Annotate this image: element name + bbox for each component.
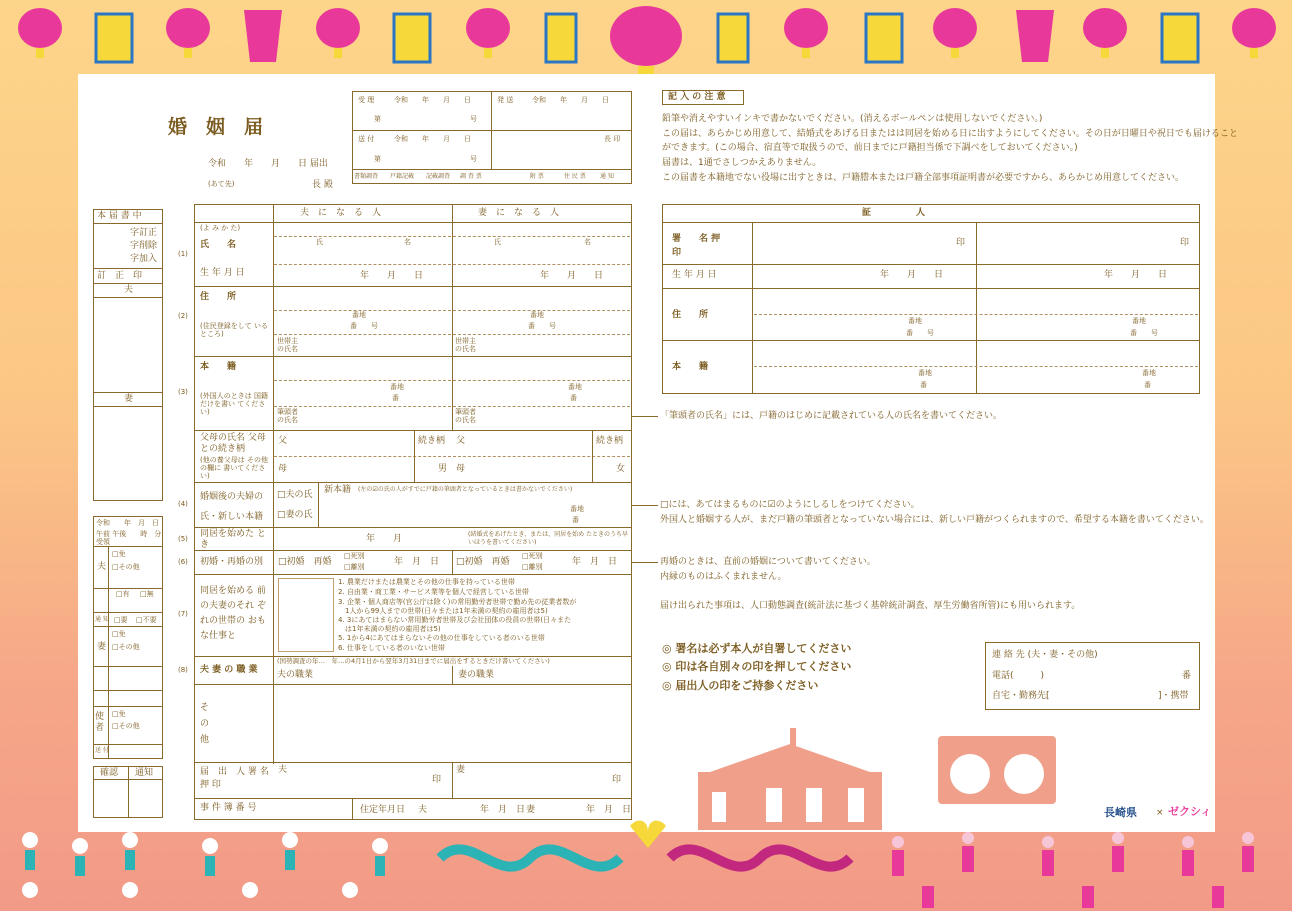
husband-setai: 世帯主 の氏名	[277, 337, 298, 353]
note-line-1: 鉛筆や消えやすいインキで書かないでください。(消えるボールペンは使用しないでください。)	[662, 114, 1043, 124]
husband-uji: 氏	[316, 238, 323, 246]
note-line-4: 届書は、1通でさしつかえありません。	[662, 158, 822, 168]
dancers-left	[0, 700, 430, 911]
shimei-label: 氏 名	[200, 240, 237, 250]
witness-1-honseki-ban: 番	[920, 381, 927, 389]
section-num-7: (7)	[178, 610, 188, 618]
section-num-6: (6)	[178, 558, 188, 566]
contact-ban: 番	[1182, 671, 1192, 681]
annotation-hittou: 「筆頭者の氏名」には、戸籍のはじめに記載されている人の氏名を書いてください。	[660, 411, 1003, 421]
husband-honseki-ban: 番	[392, 394, 399, 402]
contact-home: 自宅・勤務先[	[992, 691, 1050, 701]
husband-seal: 印	[432, 775, 442, 785]
witness-1-birth: 年 月 日	[880, 270, 944, 280]
wife-remarriage-date: 年 月 日	[572, 557, 618, 567]
work-item-2: 2. 自由業・商工業・サービス業等を個人で経営している世帯	[338, 588, 529, 596]
witness-2-seal: 印	[1180, 238, 1190, 248]
office-col-2: 戸籍記載	[390, 173, 415, 180]
residence-husband-date: 年 月 日	[480, 805, 526, 815]
work-item-4b: は1年未満の契約の雇用者は5)	[338, 625, 441, 633]
occupation-note: (国勢調査の年… 年…の4月1日から翌年3月31日までに届出をするときだけ書いてください)	[277, 657, 550, 665]
souhu-label: 送 付	[358, 135, 375, 143]
annotation-remarriage: 再婚のときは、直前の婚姻について書いてください。	[660, 557, 876, 567]
husband-shibetsu[interactable]: □死別	[344, 552, 365, 560]
wife-father: 父	[456, 436, 466, 446]
office-col-5: 附 票	[530, 173, 544, 180]
husband-remarriage-date: 年 月 日	[394, 557, 440, 567]
souhu-no: 第	[374, 155, 381, 163]
case-number-label: 事 件 簿 番 号	[200, 803, 257, 813]
husband-remarriage[interactable]: □初婚 再婚	[278, 557, 332, 567]
section-num-3: (3)	[178, 388, 188, 396]
receipt-husband: 夫	[97, 562, 107, 572]
husband-na: 名	[404, 238, 411, 246]
husband-rikon[interactable]: □離別	[344, 563, 365, 571]
ji-kanyu: 字加入	[130, 254, 158, 264]
husband-occupation: 夫の職業	[277, 670, 314, 680]
yomikata-label: (よ み か た)	[200, 224, 241, 232]
witness-address-label: 住 所	[672, 310, 709, 320]
section-num-2: (2)	[178, 312, 188, 320]
wife-remarriage[interactable]: □初婚 再婚	[456, 557, 510, 567]
receipt-husband-checks[interactable]: □免	[112, 550, 126, 558]
notify-label: 通知	[135, 768, 154, 778]
work-item-3b: 1人から99人までの世帯(日々または1年未満の契約の雇用者は5)	[338, 607, 548, 615]
receipt-wife-checks-2[interactable]: □その他	[112, 643, 140, 651]
office-col-4: 調 査 票	[460, 173, 482, 180]
receipt-notice: 通 知	[95, 616, 109, 623]
husband-son: 男	[438, 464, 448, 474]
witness-birth-label: 生 年 月 日	[672, 270, 717, 280]
work-item-3: 3. 企業・個人商店等(官公庁は除く)の常用勤労者世帯で勤め先の従業者数が	[338, 598, 577, 606]
work-checkboxes[interactable]	[278, 578, 334, 652]
juri-go: 号	[470, 115, 477, 123]
contact-tel: 電話( )	[992, 671, 1045, 681]
wife-bango: 番 号	[528, 322, 556, 330]
wife-header: 妻 に な る 人	[478, 208, 560, 218]
chouin-label: 長 印	[604, 135, 621, 143]
juri-no: 第	[374, 115, 381, 123]
receipt-time: 午前 午後 時 分受領	[96, 530, 162, 546]
wife-surname-check[interactable]: □妻の氏	[277, 510, 313, 520]
wife-birthdate: 年 月 日	[540, 271, 604, 281]
correction-box	[93, 209, 163, 501]
receipt-wife-checks[interactable]: □免	[112, 630, 126, 638]
contact-title: 連 絡 先 (夫・妻・その他)	[992, 650, 1098, 660]
honsho-label: 本 届 書 中	[97, 211, 142, 221]
receipt-wife: 妻	[97, 642, 107, 652]
note-line-5: この届書を本籍地でない役場に出すときは、戸籍謄本または戸籍全部事項証明書が必要ですから、あらかじめ用意してください。	[662, 173, 1185, 183]
husband-banchi: 番地	[352, 311, 366, 319]
witness-2-bango: 番 号	[1130, 329, 1158, 337]
witness-title: 証 人	[862, 208, 926, 218]
wife-seal: 印	[612, 775, 622, 785]
reminder-1: ◎ 署名は必ず本人が自署してください	[662, 642, 852, 655]
witness-1-banchi: 番地	[908, 317, 922, 325]
receipt-husband-checks-4[interactable]: □無	[140, 590, 154, 598]
receipt-sent: 送 付	[95, 747, 109, 754]
annotation-statistics: 届け出られた事項は、人口動態調査(統計法に基づく基幹統計調査、厚生労働省所管)にも用いられます。	[660, 601, 1081, 611]
cohabitation-note: (結婚式をあげたとき、または、同居を始め たときのうち早いほうを書いてください)	[468, 531, 629, 546]
wife-uji: 氏	[494, 238, 501, 246]
witness-2-honseki-ban: 番	[1144, 381, 1151, 389]
souhu-go: 号	[470, 155, 477, 163]
notes-heading: 記 入 の 注 意	[668, 92, 726, 102]
residence-husband: 夫	[418, 805, 428, 815]
receipt-messenger: 使 者	[95, 712, 105, 733]
receipt-notice-yes[interactable]: □要	[114, 616, 128, 624]
juri-date: 令和 年 月 日	[394, 96, 471, 104]
honseki-label: 本 籍	[200, 362, 237, 372]
work-item-1: 1. 農業だけまたは農業とその他の仕事を持っている世帯	[338, 578, 515, 586]
residence-date-label: 住定年月日	[360, 805, 406, 815]
mayor-label: 長 殿	[312, 180, 333, 190]
form-title: 婚 姻 届	[168, 116, 264, 138]
wife-na: 名	[584, 238, 591, 246]
wife-hittou: 筆頭者 の氏名	[455, 408, 476, 424]
husband-bango: 番 号	[350, 322, 378, 330]
witness-2-birth: 年 月 日	[1104, 270, 1168, 280]
household-work-label: 同居を始める 前の夫妻のそれ ぞれの世帯の おもな仕事と	[200, 586, 266, 641]
contact-mobile: ]・携帯	[1158, 691, 1189, 701]
husband-signature: 夫	[278, 765, 288, 775]
reminder-3: ◎ 届出人の印をご持参ください	[662, 679, 819, 692]
wife-setai: 世帯主 の氏名	[455, 337, 476, 353]
witness-1-honseki-banchi: 番地	[918, 369, 932, 377]
address-note: (住民登録をして いるところ)	[200, 322, 268, 338]
section-num-5: (5)	[178, 535, 188, 543]
annotation-naien: 内縁のものはふくまれません。	[660, 572, 787, 582]
souhu-date: 令和 年 月 日	[394, 135, 471, 143]
receipt-messenger-checks[interactable]: □免	[112, 710, 126, 718]
correction-husband: 夫	[124, 285, 134, 295]
husband-relation: 続き柄	[418, 436, 446, 446]
parents-label: 父母の氏名 父母との続き柄	[200, 433, 266, 454]
office-col-1: 書類調査	[354, 173, 379, 180]
receipt-messenger-checks-2[interactable]: □その他	[112, 722, 140, 730]
cohabitation-date: 年 月	[366, 534, 403, 544]
witness-1-seal: 印	[956, 238, 966, 248]
ji-teisei: 字訂正	[130, 228, 158, 238]
annotation-checkbox: □には、あてはまるものに☑のようにしるしをつけてください。	[660, 500, 920, 510]
work-item-6: 6. 仕事をしている者のいない世帯	[338, 644, 445, 652]
teisei-in: 訂 正 印	[97, 271, 143, 281]
husband-header: 夫 に な る 人	[300, 208, 382, 218]
wife-relation: 続き柄	[596, 436, 624, 446]
correction-wife: 妻	[124, 394, 134, 404]
reminder-2: ◎ 印は各自別々の印を押してください	[662, 660, 852, 673]
address-label: 住 所	[200, 292, 237, 302]
hasso-date: 令和 年 月 日	[532, 96, 609, 104]
honseki-note: (外国人のときは 国籍だけを書い てください)	[200, 392, 268, 416]
addressee-label: (あて先)	[208, 180, 235, 188]
husband-surname-check[interactable]: □夫の氏	[277, 490, 313, 500]
new-honseki-label: 新本籍	[324, 485, 352, 495]
note-line-3: ができます。(この場合、宿直等で取扱うので、前日までに戸籍担当係で下調べをしておいてください。)	[662, 143, 1078, 153]
receipt-notice-no[interactable]: □不要	[136, 616, 157, 624]
office-col-6: 住 民 票	[564, 173, 586, 180]
note-line-2: この届は、あらかじめ用意して、結婚式をあげる日またはは同居を始める日に出すようにしてください。その日が日曜日や祝日でも届けること	[662, 129, 1238, 139]
zexy-logo: ゼクシィ	[1168, 805, 1212, 818]
nagasaki-logo: 長崎県	[1104, 806, 1137, 819]
lantern-row	[0, 0, 1292, 80]
birthdate-label: 生 年 月 日	[200, 268, 245, 278]
husband-mother: 母	[278, 464, 288, 474]
dragon-decoration	[430, 818, 860, 908]
wife-banchi: 番地	[530, 311, 544, 319]
receipt-husband-checks-2[interactable]: □その他	[112, 563, 140, 571]
filing-date: 令和 年 月 日 届出	[208, 159, 328, 169]
juri-label: 受 理	[358, 96, 375, 104]
residence-wife: 妻	[526, 805, 536, 815]
dancers-right	[862, 700, 1292, 911]
parents-note: (他の養父母は その他の欄に 書いてください)	[200, 456, 268, 480]
confirm-label: 確認	[100, 768, 119, 778]
husband-father: 父	[278, 436, 288, 446]
new-honseki-note: (左の☑の氏の人がすでに戸籍の筆頭者となっているときは書かないでください)	[358, 486, 573, 493]
logo-cross: ×	[1156, 808, 1164, 818]
occupation-label: 夫 妻 の 職 業	[200, 665, 258, 675]
work-item-5: 5. 1から4にあてはまらないその他の仕事をしている者のいる世帯	[338, 634, 545, 642]
section-num-4: (4)	[178, 500, 188, 508]
husband-birthdate: 年 月 日	[360, 271, 424, 281]
wife-occupation: 妻の職業	[458, 670, 495, 680]
section-num-8: (8)	[178, 666, 188, 674]
section-num-1: (1)	[178, 250, 188, 258]
office-col-7: 通 知	[600, 173, 614, 180]
wife-shibetsu[interactable]: □死別	[522, 552, 543, 560]
work-item-4: 4. 3にあてはまらない常用勤労者世帯及び会社団体の役員の世帯(日々また	[338, 616, 572, 624]
residence-wife-date: 年 月 日	[586, 805, 632, 815]
wife-rikon[interactable]: □離別	[522, 563, 543, 571]
ji-sakujo: 字削除	[130, 241, 158, 251]
wife-daughter: 女	[616, 464, 626, 474]
remarriage-label: 初婚・再婚の別	[200, 557, 264, 567]
husband-honseki-banchi: 番地	[390, 383, 404, 391]
witness-sign-label: 署 名 押 印	[672, 234, 739, 258]
wife-honseki-ban: 番	[570, 394, 577, 402]
hasso-label: 発 送	[497, 96, 514, 104]
husband-hittou: 筆頭者 の氏名	[277, 408, 298, 424]
annotation-foreign: 外国人と婚姻する人が、まだ戸籍の筆頭者となっていない場合には、新しい戸籍がつくられますので、希望する本籍を書いてください。	[660, 515, 1209, 525]
other-label: そ の 他	[200, 703, 210, 745]
wife-mother: 母	[456, 464, 466, 474]
wife-honseki-banchi: 番地	[568, 383, 582, 391]
office-col-3: 記載調査	[426, 173, 451, 180]
witness-1-bango: 番 号	[906, 329, 934, 337]
witness-2-honseki-banchi: 番地	[1142, 369, 1156, 377]
new-honseki-banchi: 番地	[570, 505, 584, 513]
receipt-husband-checks-3[interactable]: □有	[116, 590, 130, 598]
wife-signature: 妻	[456, 765, 466, 775]
receipt-date: 令和 年 月 日	[96, 519, 159, 527]
witness-2-banchi: 番地	[1132, 317, 1146, 325]
witness-honseki-label: 本 籍	[672, 362, 709, 372]
cohabitation-label: 同居を始めた とき	[200, 529, 266, 550]
new-honseki-ban: 番	[572, 516, 579, 524]
signature-label: 届 出 人 署 名 押 印	[200, 767, 269, 790]
married-name-label: 婚姻後の夫婦の 氏・新しい本籍	[200, 492, 264, 522]
